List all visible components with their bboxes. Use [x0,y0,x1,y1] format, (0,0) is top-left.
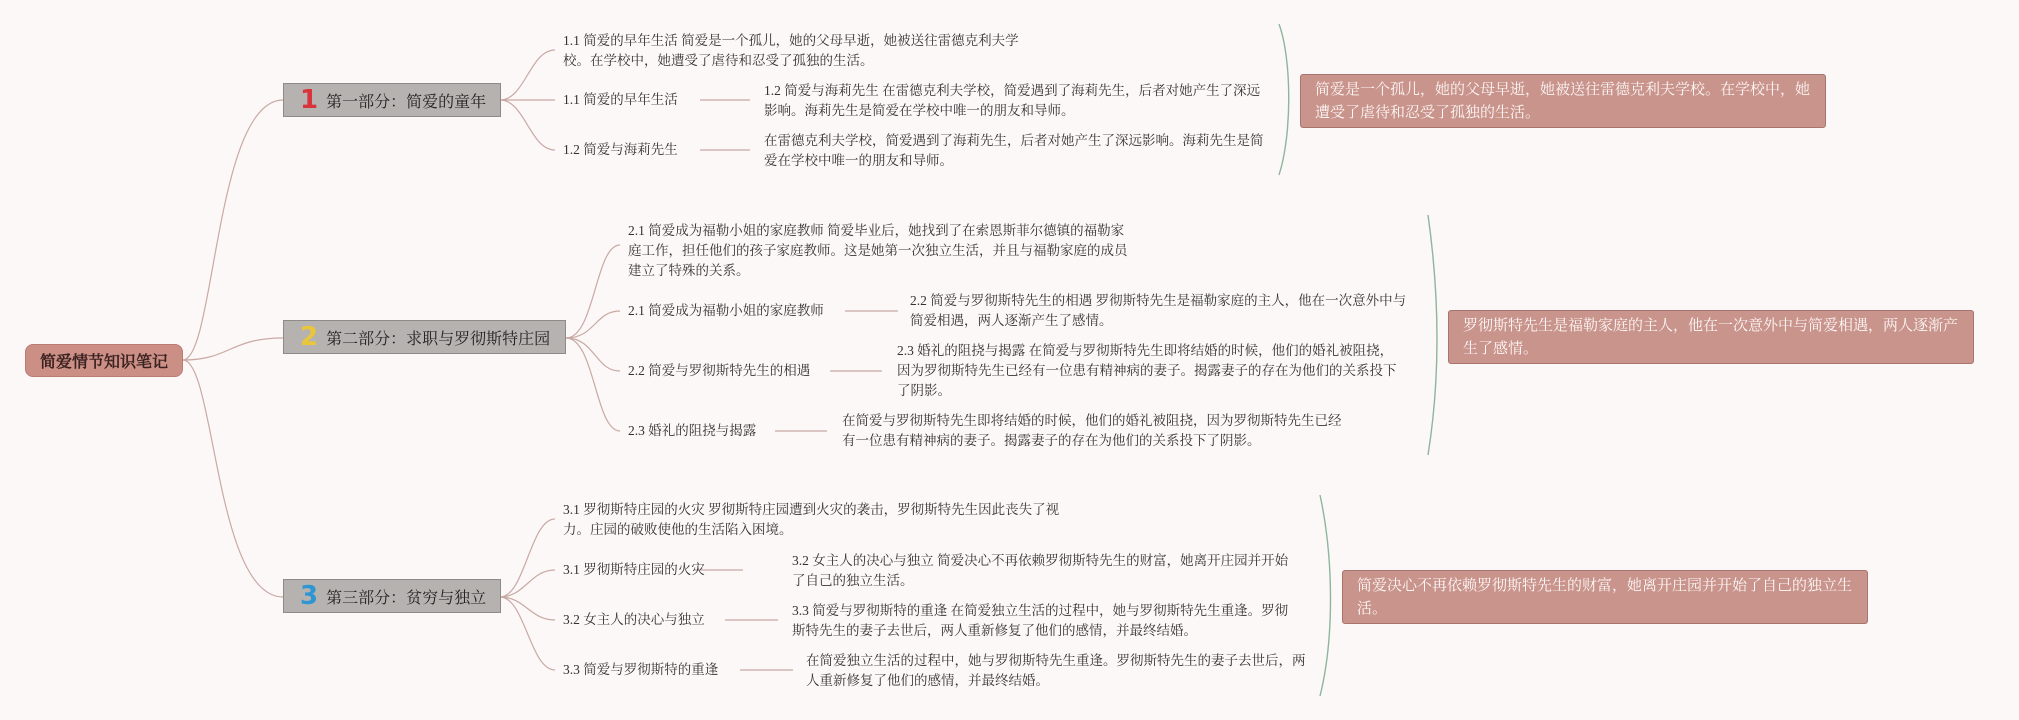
part-2-item-3-detail[interactable]: 2.3 婚礼的阻挠与揭露 在简爱与罗彻斯特先生即将结婚的时候，他们的婚礼被阻挠，因为罗彻斯特先生已经有一位患有精神病的妻子。揭露妻子的存在为他们的关系投下了阴影。 [897,343,1397,398]
part-2-node[interactable] [283,320,566,354]
part-2-item-3-label[interactable]: 2.2 简爱与罗彻斯特先生的相遇 [628,363,811,378]
part-1-node[interactable] [283,83,501,117]
part-3-item-1[interactable]: 3.1 罗彻斯特庄园的火灾 罗彻斯特庄园遭到火灾的袭击，罗彻斯特先生因此丧失了视力。庄园的破败使他的生活陷入困境。 [563,502,1060,537]
part-2-item-4-detail[interactable]: 在简爱与罗彻斯特先生即将结婚的时候，他们的婚礼被阻挠，因为罗彻斯特先生已经有一位患有精神病的妻子。揭露妻子的存在为他们的关系投下了阴影。 [842,413,1342,448]
part-1-summary[interactable]: 简爱是一个孤儿，她的父母早逝，她被送往雷德克利夫学校。在学校中，她遭受了虐待和忍受了孤独的生活。 [1300,74,1826,128]
part-3-node[interactable] [283,579,501,613]
part-2-item-2-label[interactable]: 2.1 简爱成为福勒小姐的家庭教师 [628,303,824,318]
part-3-item-4-label[interactable]: 3.3 简爱与罗彻斯特的重逢 [563,662,719,677]
part-2-item-1[interactable]: 2.1 简爱成为福勒小姐的家庭教师 简爱毕业后，她找到了在索恩斯菲尔德镇的福勒家庭工作，担任他们的孩子家庭教师。这是她第一次独立生活，并且与福勒家庭的成员建立了特殊的关系。 [628,223,1128,278]
number-1-icon: 1 [300,85,319,115]
part-3-item-3-label[interactable]: 3.2 女主人的决心与独立 [563,612,705,627]
part-3-item-4-detail[interactable]: 在简爱独立生活的过程中，她与罗彻斯特先生重逢。罗彻斯特先生的妻子去世后，两人重新修复了他们的感情，并最终结婚。 [806,653,1306,688]
root-node[interactable]: 简爱情节知识笔记 [25,344,183,377]
number-3-icon: 3 [300,581,319,611]
part-1-item-3-label[interactable]: 1.2 简爱与海莉先生 [563,142,678,157]
part-2-item-4-label[interactable]: 2.3 婚礼的阻挠与揭露 [628,423,757,438]
part-3-summary[interactable]: 简爱决心不再依赖罗彻斯特先生的财富，她离开庄园并开始了自己的独立生活。 [1342,570,1868,624]
part-2-item-2-detail[interactable]: 2.2 简爱与罗彻斯特先生的相遇 罗彻斯特先生是福勒家庭的主人，他在一次意外中与简爱相遇，两人逐渐产生了感情。 [910,293,1407,328]
part-1-item-2-detail[interactable]: 1.2 简爱与海莉先生 在雷德克利夫学校，简爱遇到了海莉先生，后者对她产生了深远影响。海莉先生是简爱在学校中唯一的朋友和导师。 [764,83,1261,118]
part-2-summary[interactable]: 罗彻斯特先生是福勒家庭的主人，他在一次意外中与简爱相遇，两人逐渐产生了感情。 [1448,310,1974,364]
number-2-icon: 2 [300,322,319,352]
part-1-title: 第一部分：简爱的童年 [326,91,487,111]
part-1-item-3-detail[interactable]: 在雷德克利夫学校，简爱遇到了海莉先生，后者对她产生了深远影响。海莉先生是简爱在学校中唯一的朋友和导师。 [764,133,1264,168]
part-2-title: 第二部分：求职与罗彻斯特庄园 [326,328,551,348]
part-1-item-2-label[interactable]: 1.1 简爱的早年生活 [563,92,678,107]
part-3-item-2-detail[interactable]: 3.2 女主人的决心与独立 简爱决心不再依赖罗彻斯特先生的财富，她离开庄园并开始了自己的独立生活。 [792,553,1289,588]
part-3-item-3-detail[interactable]: 3.3 简爱与罗彻斯特的重逢 在简爱独立生活的过程中，她与罗彻斯特先生重逢。罗彻斯特先生的妻子去世后，两人重新修复了他们的感情，并最终结婚。 [792,603,1289,638]
part-3-item-2-label[interactable]: 3.1 罗彻斯特庄园的火灾 [563,562,705,577]
part-3-title: 第三部分：贫穷与独立 [326,587,487,607]
part-1-item-1[interactable]: 1.1 简爱的早年生活 简爱是一个孤儿，她的父母早逝，她被送往雷德克利夫学校。在学校中，她遭受了虐待和忍受了孤独的生活。 [563,33,1019,68]
